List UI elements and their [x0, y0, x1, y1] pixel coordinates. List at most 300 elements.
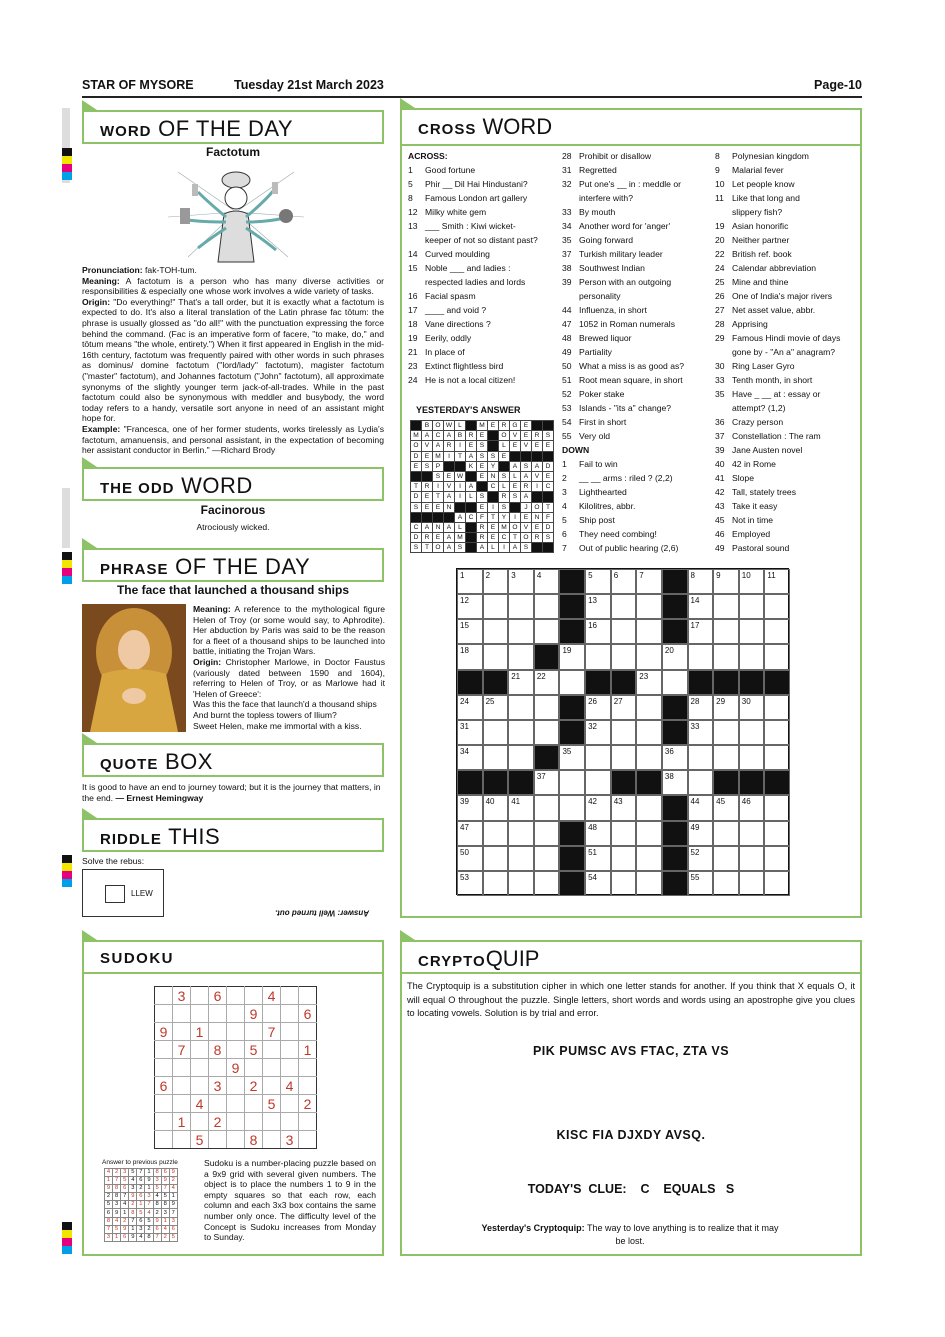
crossword-cell[interactable]: 44 [688, 795, 714, 820]
black-square [488, 441, 499, 451]
crossword-cell[interactable]: 14 [688, 594, 714, 619]
crossword-cell[interactable] [764, 619, 790, 644]
sudoku-answer-cell: 2 [153, 1209, 161, 1217]
crossword-cell[interactable]: 36 [662, 745, 688, 770]
crossword-cell[interactable] [636, 594, 662, 619]
sudoku-cell[interactable]: 3 [209, 1077, 227, 1095]
crossword-cell[interactable] [764, 821, 790, 846]
crossword-cell[interactable] [534, 846, 560, 871]
sudoku-cell[interactable] [209, 1023, 227, 1041]
sudoku-cell[interactable] [227, 1005, 245, 1023]
crossword-cell[interactable] [508, 644, 534, 669]
crossword-grid[interactable] [456, 568, 789, 895]
crossword-cell[interactable] [585, 644, 611, 669]
crossword-cell[interactable]: 19 [559, 644, 585, 669]
clue: 46 Employed [715, 529, 771, 539]
sudoku-cell[interactable] [245, 987, 263, 1005]
sudoku-answer-cell: 6 [161, 1169, 169, 1177]
answer-cell: L [455, 421, 466, 431]
crossword-cell[interactable] [483, 619, 509, 644]
sudoku-cell[interactable]: 6 [299, 1005, 317, 1023]
sudoku-cell[interactable] [263, 1059, 281, 1077]
crossword-cell[interactable] [713, 821, 739, 846]
sudoku-cell[interactable] [191, 1077, 209, 1095]
sudoku-answer-cell: 7 [105, 1225, 113, 1233]
crossword-cell[interactable]: 3 [508, 569, 534, 594]
sudoku-answer-cell: 9 [121, 1225, 129, 1233]
crossword-cell[interactable]: 37 [534, 770, 560, 795]
crossword-cell[interactable]: 23 [636, 670, 662, 695]
crossword-cell[interactable]: 20 [662, 644, 688, 669]
clue: 6 They need combing! [562, 529, 657, 539]
crossword-cell[interactable]: 16 [585, 619, 611, 644]
sudoku-answer-cell: 4 [153, 1193, 161, 1201]
crossword-cell[interactable] [611, 846, 637, 871]
sudoku-cell[interactable] [227, 1131, 245, 1149]
sudoku-cell[interactable]: 1 [299, 1041, 317, 1059]
crossword-cell[interactable] [739, 821, 765, 846]
crossword-cell[interactable]: 1 [457, 569, 483, 594]
crossword-cell[interactable]: 42 [585, 795, 611, 820]
sudoku-cell[interactable] [299, 1059, 317, 1077]
sudoku-cell[interactable]: 8 [245, 1131, 263, 1149]
crossword-cell[interactable]: 5 [585, 569, 611, 594]
crossword-cell[interactable]: 7 [636, 569, 662, 594]
crossword-cell[interactable]: 17 [688, 619, 714, 644]
sudoku-answer-cell: 7 [153, 1233, 161, 1241]
crossword-cell[interactable] [611, 594, 637, 619]
crossword-cell[interactable] [508, 619, 534, 644]
crossword-cell[interactable] [688, 745, 714, 770]
sudoku-answer-cell: 1 [129, 1225, 137, 1233]
sudoku-cell[interactable] [263, 1041, 281, 1059]
clue: 43 Take it easy [715, 501, 778, 511]
crossword-cell[interactable] [508, 594, 534, 619]
crossword-cell[interactable]: 10 [739, 569, 765, 594]
crossword-cell[interactable] [508, 846, 534, 871]
crossword-cell[interactable]: 51 [585, 846, 611, 871]
crossword-cell[interactable] [559, 795, 585, 820]
answer-cell: A [510, 461, 521, 471]
crossword-cell[interactable] [764, 745, 790, 770]
answer-cell: F [477, 512, 488, 522]
crossword-cell[interactable] [534, 821, 560, 846]
crossword-cell[interactable] [483, 745, 509, 770]
sudoku-answer-cell: 3 [121, 1169, 129, 1177]
crossword-cell[interactable]: 40 [483, 795, 509, 820]
crossword-cell[interactable] [713, 644, 739, 669]
crossword-cell[interactable] [739, 720, 765, 745]
sudoku-cell[interactable]: 4 [191, 1095, 209, 1113]
crossword-cell[interactable] [739, 594, 765, 619]
crossword-cell[interactable] [764, 720, 790, 745]
clue: 55 Very old [562, 431, 611, 441]
sudoku-cell[interactable] [263, 1077, 281, 1095]
sudoku-cell[interactable] [299, 1131, 317, 1149]
crossword-cell[interactable] [688, 770, 714, 795]
answer-cell: W [455, 471, 466, 481]
answer-cell: Y [488, 461, 499, 471]
crossword-cell[interactable] [611, 720, 637, 745]
crossword-cell[interactable]: 43 [611, 795, 637, 820]
crossword-cell[interactable] [713, 846, 739, 871]
crossword-cell[interactable] [534, 695, 560, 720]
sudoku-cell[interactable] [227, 1041, 245, 1059]
crossword-cell[interactable]: 53 [457, 871, 483, 896]
clue: 37 Turkish military leader [562, 249, 663, 259]
crossword-cell[interactable] [764, 644, 790, 669]
corner-flag-icon [82, 930, 100, 942]
phrase-of-day-title: PHRASE OF THE DAY [82, 548, 384, 582]
crossword-cell[interactable] [764, 871, 790, 896]
black-square [499, 461, 510, 471]
crossword-cell[interactable]: 45 [713, 795, 739, 820]
crossword-cell[interactable] [611, 619, 637, 644]
sudoku-cell[interactable] [173, 1023, 191, 1041]
black-square [466, 543, 477, 553]
sudoku-answer-cell: 6 [137, 1217, 145, 1225]
crossword-cell[interactable] [508, 745, 534, 770]
sudoku-cell[interactable] [263, 1131, 281, 1149]
sudoku-cell[interactable]: 9 [245, 1005, 263, 1023]
black-square [457, 670, 483, 695]
crossword-cell[interactable] [483, 846, 509, 871]
crossword-cell[interactable]: 34 [457, 745, 483, 770]
sudoku-cell[interactable] [173, 1131, 191, 1149]
sudoku-cell[interactable]: 5 [263, 1095, 281, 1113]
crossword-cell[interactable]: 27 [611, 695, 637, 720]
answer-cell: D [543, 522, 554, 532]
crossword-cell[interactable]: 49 [688, 821, 714, 846]
answer-cell: L [499, 441, 510, 451]
crossword-cell[interactable] [585, 745, 611, 770]
answer-cell: E [444, 471, 455, 481]
crossword-cell[interactable] [534, 594, 560, 619]
crossword-cell[interactable] [739, 745, 765, 770]
clue: attempt? (1,2) [732, 403, 786, 413]
crossword-cell[interactable]: 11 [764, 569, 790, 594]
sudoku-cell[interactable]: 8 [209, 1041, 227, 1059]
sudoku-cell[interactable] [281, 1059, 299, 1077]
sudoku-cell[interactable] [173, 1005, 191, 1023]
crossword-cell[interactable] [713, 871, 739, 896]
crossword-cell[interactable] [739, 619, 765, 644]
sudoku-cell[interactable]: 1 [191, 1023, 209, 1041]
crossword-cell[interactable] [713, 745, 739, 770]
clue: 19 Eerily, oddly [408, 333, 472, 343]
crossword-cell[interactable] [559, 770, 585, 795]
crossword-cell[interactable] [764, 846, 790, 871]
crossword-cell[interactable] [483, 871, 509, 896]
crossword-cell[interactable]: 52 [688, 846, 714, 871]
crossword-cell[interactable] [636, 871, 662, 896]
sudoku-cell[interactable]: 2 [245, 1077, 263, 1095]
crossword-cell[interactable]: 48 [585, 821, 611, 846]
crossword-cell[interactable]: 33 [688, 720, 714, 745]
black-square [559, 871, 585, 896]
crossword-cell[interactable]: 30 [739, 695, 765, 720]
crossword-cell[interactable] [534, 619, 560, 644]
answer-cell: E [488, 522, 499, 532]
sudoku-cell[interactable]: 3 [281, 1131, 299, 1149]
crossword-cell[interactable] [764, 594, 790, 619]
sudoku-cell[interactable] [263, 1005, 281, 1023]
sudoku-cell[interactable] [299, 1023, 317, 1041]
sudoku-answer-cell: 7 [129, 1217, 137, 1225]
crossword-cell[interactable] [636, 795, 662, 820]
sudoku-answer-cell: 5 [161, 1193, 169, 1201]
answer-cell: L [488, 543, 499, 553]
sudoku-cell[interactable] [155, 1005, 173, 1023]
sudoku-cell[interactable] [173, 1077, 191, 1095]
crossword-cell[interactable] [585, 770, 611, 795]
sudoku-cell[interactable] [155, 1059, 173, 1077]
sudoku-cell[interactable]: 2 [299, 1095, 317, 1113]
sudoku-answer-cell: 7 [121, 1193, 129, 1201]
sudoku-cell[interactable]: 9 [155, 1023, 173, 1041]
crossword-cell[interactable]: 38 [662, 770, 688, 795]
black-square [585, 670, 611, 695]
crossword-cell[interactable] [559, 670, 585, 695]
sudoku-cell[interactable] [245, 1095, 263, 1113]
crossword-cell[interactable]: 32 [585, 720, 611, 745]
clue: 40 42 in Rome [715, 459, 776, 469]
answer-cell: C [543, 482, 554, 492]
sudoku-answer-cell: 8 [129, 1209, 137, 1217]
crossword-cell[interactable] [739, 644, 765, 669]
crossword-cell[interactable]: 18 [457, 644, 483, 669]
crossword-cell[interactable] [611, 745, 637, 770]
crossword-cell[interactable] [739, 871, 765, 896]
crossword-cell[interactable]: 29 [713, 695, 739, 720]
sudoku-cell[interactable] [281, 1113, 299, 1131]
crossword-cell[interactable]: 4 [534, 569, 560, 594]
sudoku-cell[interactable] [281, 1023, 299, 1041]
crossword-cell[interactable] [483, 821, 509, 846]
sudoku-cell[interactable]: 1 [173, 1113, 191, 1131]
sudoku-cell[interactable] [245, 1023, 263, 1041]
crossword-cell[interactable] [713, 619, 739, 644]
answer-cell: S [510, 492, 521, 502]
sudoku-cell[interactable] [155, 987, 173, 1005]
sudoku-cell[interactable] [191, 1059, 209, 1077]
crossword-cell[interactable] [688, 644, 714, 669]
black-square [611, 670, 637, 695]
black-square [559, 569, 585, 594]
crossword-cell[interactable]: 13 [585, 594, 611, 619]
clue: 35 Have _ __ at : essay or [715, 389, 821, 399]
sudoku-cell[interactable] [209, 1059, 227, 1077]
crossword-cell[interactable]: 50 [457, 846, 483, 871]
sudoku-answer-cell: 3 [153, 1177, 161, 1185]
sudoku-answer-cell: 1 [121, 1209, 129, 1217]
crossword-cell[interactable] [534, 720, 560, 745]
crossword-cell[interactable] [508, 720, 534, 745]
sudoku-answer-cell: 5 [153, 1185, 161, 1193]
sudoku-cell[interactable] [227, 1113, 245, 1131]
crossword-cell[interactable]: 55 [688, 871, 714, 896]
sudoku-answer-cell: 2 [129, 1201, 137, 1209]
answer-cell: E [433, 533, 444, 543]
sudoku-cell[interactable] [155, 1041, 173, 1059]
clue: 12 Milky white gem [408, 207, 487, 217]
sudoku-cell[interactable] [281, 1005, 299, 1023]
crossword-cell[interactable]: 35 [559, 745, 585, 770]
crossword-cell[interactable] [636, 846, 662, 871]
sudoku-cell[interactable]: 3 [173, 987, 191, 1005]
crossword-cell[interactable]: 25 [483, 695, 509, 720]
black-square [662, 846, 688, 871]
sudoku-cell[interactable] [227, 1095, 245, 1113]
sudoku-cell[interactable] [245, 1059, 263, 1077]
word-of-day-body: Pronunciation: fak-TOH-tum. Meaning: A factotum is a person who has many diverse activities or responsibilities & especially one whose work involves a wide variety of tasks. Origin: "Do everything!" That's a tall order, but it is exactly what a factotum is expected to do. It's also a literal translation of the Latin phrase fac tōtum: the phrase is usually glossed as "do all!" with the punctuation expressing the force behind the command. (Fac is an imperative form of facere, "to make, do," and tōtum means "the whole, entirety.") When it first appeared in English in the mid-16th century, factotum was frequently paired with other words in such phrases as dominus/ domine factotum ("lord/lady" factotum), magister factotum ("master" factotum), and Johannes factotum ("John" factotum), all approximate synonyms of the slightly younger term jack-of-all-trades. While in the past factotum could also be synonymous with meddler and busybody, the word today refers to a handy, versatile sort anyone in need of an assistant might hope for. Example: "Francesca, one of her former students, works tirelessly as Lydia's factotum, amanuensis, and personal assistant, in the expectation of becoming her assistant conductor in Berlin." —Richard Brody [82, 265, 385, 456]
crossword-cell[interactable]: 46 [739, 795, 765, 820]
crossword-cell[interactable]: 12 [457, 594, 483, 619]
sudoku-cell[interactable]: 2 [209, 1113, 227, 1131]
sudoku-cell[interactable]: 7 [263, 1023, 281, 1041]
answer-cell: D [411, 492, 422, 502]
crossword-cell[interactable] [739, 846, 765, 871]
crossword-cell[interactable] [508, 821, 534, 846]
crossword-cell[interactable]: 41 [508, 795, 534, 820]
crossword-cell[interactable] [764, 695, 790, 720]
sudoku-cell[interactable] [227, 987, 245, 1005]
crossword-cell[interactable]: 28 [688, 695, 714, 720]
black-square [411, 471, 422, 481]
crossword-cell[interactable] [636, 644, 662, 669]
sudoku-cell[interactable]: 6 [155, 1077, 173, 1095]
sudoku-cell[interactable] [245, 1113, 263, 1131]
sudoku-cell[interactable]: 6 [209, 987, 227, 1005]
crossword-cell[interactable]: 47 [457, 821, 483, 846]
sudoku-cell[interactable] [191, 1005, 209, 1023]
crossword-cell[interactable] [636, 720, 662, 745]
sudoku-cell[interactable] [173, 1095, 191, 1113]
answer-cell: E [477, 431, 488, 441]
black-square [532, 492, 543, 502]
sudoku-cell[interactable]: 4 [281, 1077, 299, 1095]
clue: 48 Brewed liquor [562, 333, 632, 343]
answer-cell: I [455, 482, 466, 492]
answer-cell: D [411, 451, 422, 461]
crossword-cell[interactable]: 9 [713, 569, 739, 594]
crossword-cell[interactable] [611, 821, 637, 846]
sudoku-cell[interactable] [299, 1077, 317, 1095]
answer-cell: D [411, 533, 422, 543]
crossword-cell[interactable] [483, 720, 509, 745]
sudoku-cell[interactable] [173, 1059, 191, 1077]
crossword-cell[interactable] [636, 821, 662, 846]
sudoku-cell[interactable]: 4 [263, 987, 281, 1005]
answer-cell: E [488, 533, 499, 543]
clue: 35 Going forward [562, 235, 633, 245]
crossword-cell[interactable]: 31 [457, 720, 483, 745]
sudoku-cell[interactable] [299, 1113, 317, 1131]
crossword-cell[interactable]: 39 [457, 795, 483, 820]
crossword-cell[interactable]: 24 [457, 695, 483, 720]
sudoku-cell[interactable]: 7 [173, 1041, 191, 1059]
sudoku-cell[interactable] [281, 1041, 299, 1059]
sudoku-answer-cell: 4 [145, 1209, 153, 1217]
sudoku-answer-cell: 5 [113, 1225, 121, 1233]
crossword-cell[interactable]: 6 [611, 569, 637, 594]
sudoku-cell[interactable] [209, 1131, 227, 1149]
clue: 39 Jane Austen novel [715, 445, 803, 455]
page-header [82, 78, 862, 96]
answer-cell: S [477, 451, 488, 461]
answer-cell: C [466, 512, 477, 522]
crossword-cell[interactable]: 54 [585, 871, 611, 896]
crossword-cell[interactable] [636, 745, 662, 770]
crossword-cell[interactable] [713, 594, 739, 619]
crossword-cell[interactable] [662, 670, 688, 695]
answer-cell: I [444, 451, 455, 461]
riddle-answer: Answer: Well turned out. [275, 908, 370, 918]
sudoku-cell[interactable] [299, 987, 317, 1005]
sudoku-answer-cell: 7 [113, 1177, 121, 1185]
sudoku-cell[interactable] [191, 1041, 209, 1059]
sudoku-cell[interactable]: 5 [191, 1131, 209, 1149]
crossword-cell[interactable] [636, 619, 662, 644]
crossword-cell[interactable] [611, 644, 637, 669]
sudoku-cell[interactable] [155, 1113, 173, 1131]
sudoku-cell[interactable] [155, 1131, 173, 1149]
crossword-cell[interactable] [534, 871, 560, 896]
answer-cell: A [455, 512, 466, 522]
sudoku-cell[interactable]: 9 [227, 1059, 245, 1077]
sudoku-cell[interactable] [281, 987, 299, 1005]
sudoku-cell[interactable] [191, 987, 209, 1005]
sudoku-cell[interactable]: 5 [245, 1041, 263, 1059]
crossword-cell[interactable]: 8 [688, 569, 714, 594]
sudoku-cell[interactable] [227, 1077, 245, 1095]
crossword-cell[interactable]: 21 [508, 670, 534, 695]
black-square [662, 821, 688, 846]
sudoku-cell[interactable] [191, 1113, 209, 1131]
sudoku-cell[interactable] [263, 1113, 281, 1131]
crossword-cell[interactable] [611, 871, 637, 896]
crossword-cell[interactable] [713, 720, 739, 745]
answer-cell: R [422, 533, 433, 543]
crossword-cell[interactable] [534, 795, 560, 820]
sudoku-cell[interactable] [209, 1095, 227, 1113]
crossword-cell[interactable] [508, 695, 534, 720]
crossword-cell[interactable]: 26 [585, 695, 611, 720]
sudoku-cell[interactable] [281, 1095, 299, 1113]
black-square [510, 451, 521, 461]
crossword-cell[interactable]: 2 [483, 569, 509, 594]
answer-cell: A [521, 492, 532, 502]
paper-name: STAR OF MYSORE [82, 78, 194, 92]
crossword-cell[interactable] [508, 871, 534, 896]
black-square [534, 644, 560, 669]
answer-cell: E [532, 441, 543, 451]
answer-cell: E [422, 451, 433, 461]
sudoku-answer-cell: 3 [169, 1217, 177, 1225]
crossword-cell[interactable]: 15 [457, 619, 483, 644]
sudoku-cell[interactable] [227, 1023, 245, 1041]
crossword-cell[interactable] [483, 644, 509, 669]
crossword-cell[interactable] [764, 795, 790, 820]
black-square [534, 745, 560, 770]
crossword-cell[interactable] [636, 695, 662, 720]
helen-of-troy-portrait [82, 604, 186, 732]
crossword-cell[interactable]: 22 [534, 670, 560, 695]
answer-cell: R [466, 431, 477, 441]
sudoku-cell[interactable] [209, 1005, 227, 1023]
sudoku-cell[interactable] [155, 1095, 173, 1113]
crossword-cell[interactable] [483, 594, 509, 619]
